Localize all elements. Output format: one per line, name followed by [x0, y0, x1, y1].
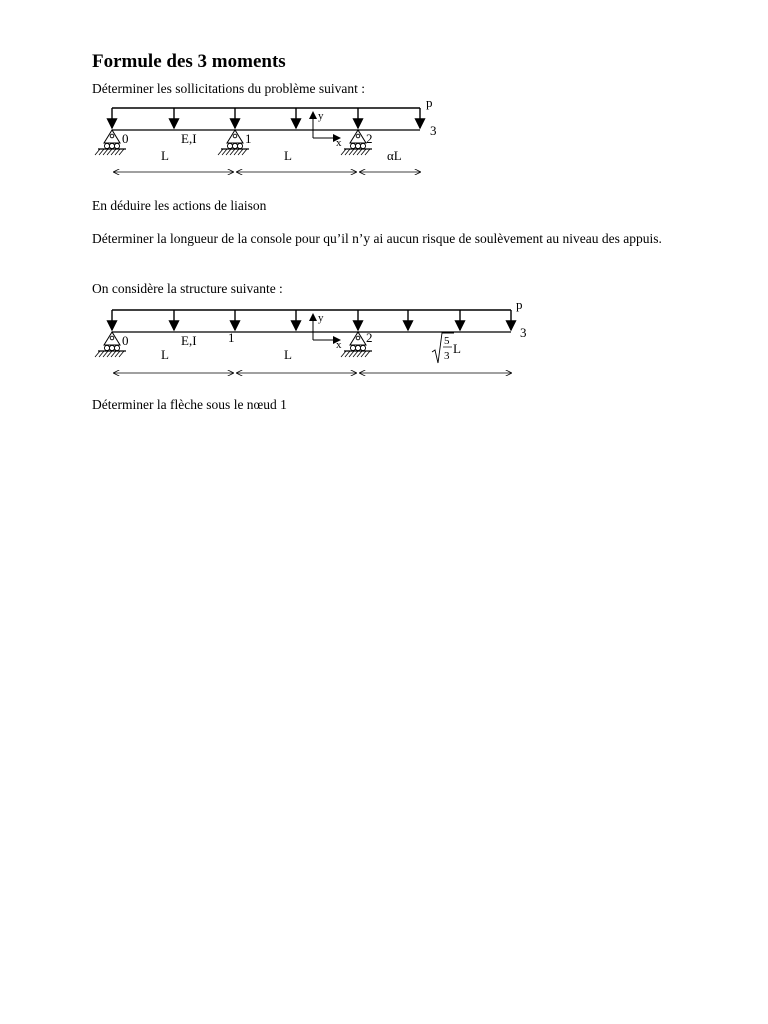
span-3-denominator: 3: [444, 350, 450, 362]
span-2-label: L: [284, 347, 292, 362]
support-roller: [227, 143, 232, 148]
support-pin: [110, 134, 114, 138]
load-arrows: [112, 108, 420, 128]
instruction-longueur-console: Déterminer la longueur de la console pour qu’il n’y ai aucun risque de soulèvement au niveau des appuis.: [92, 231, 662, 246]
instruction-sollicitations: Déterminer les sollicitations du problème suivant :: [92, 81, 365, 96]
support-roller: [360, 143, 365, 148]
support-roller: [109, 143, 114, 148]
span-3-label: αL: [387, 148, 402, 163]
support-roller: [114, 345, 119, 350]
support-roller: [355, 143, 360, 148]
section-label: E,I: [181, 131, 197, 146]
axis-x-label: x: [336, 137, 342, 149]
support-roller: [350, 143, 355, 148]
instruction-actions-liaison: En déduire les actions de liaison: [92, 198, 267, 213]
support-pin: [110, 336, 114, 340]
axis-x-label: x: [336, 339, 342, 351]
span-2-label: L: [284, 148, 292, 163]
instruction-structure: On considère la structure suivante :: [92, 281, 283, 296]
span-3-label: [432, 333, 461, 363]
node-2-label: 2: [366, 330, 373, 345]
support-roller: [237, 143, 242, 148]
beam-figure-1: [0, 95, 768, 185]
load-label: p: [426, 95, 433, 110]
axis-y-label: y: [318, 312, 324, 324]
node-3-label: 3: [430, 123, 437, 138]
span-1-label: L: [161, 148, 169, 163]
axis-y-label: y: [318, 110, 324, 122]
node-1-label: 1: [228, 330, 235, 345]
support-roller: [232, 143, 237, 148]
page-title: Formule des 3 moments: [92, 51, 286, 72]
support-roller: [104, 143, 109, 148]
support-roller: [355, 345, 360, 350]
instruction-fleche: Déterminer la flèche sous le nœud 1: [92, 397, 287, 412]
support-roller: [114, 143, 119, 148]
support-roller: [104, 345, 109, 350]
node-0-label: 0: [122, 333, 129, 348]
support-pin: [356, 336, 360, 340]
node-0-label: 0: [122, 131, 129, 146]
node-1-label: 1: [245, 131, 252, 146]
support-pin: [356, 134, 360, 138]
node-3-label: 3: [520, 325, 527, 340]
section-label: E,I: [181, 333, 197, 348]
support-roller: [109, 345, 114, 350]
support-roller: [350, 345, 355, 350]
load-label: p: [516, 297, 523, 312]
support-roller: [360, 345, 365, 350]
load-arrows: [112, 310, 511, 330]
beam-figure-2: [0, 297, 768, 387]
support-pin: [233, 134, 237, 138]
span-3-numerator: 5: [444, 335, 450, 347]
node-2-label: 2: [366, 131, 373, 146]
span-3-unit: L: [453, 341, 461, 356]
span-1-label: L: [161, 347, 169, 362]
